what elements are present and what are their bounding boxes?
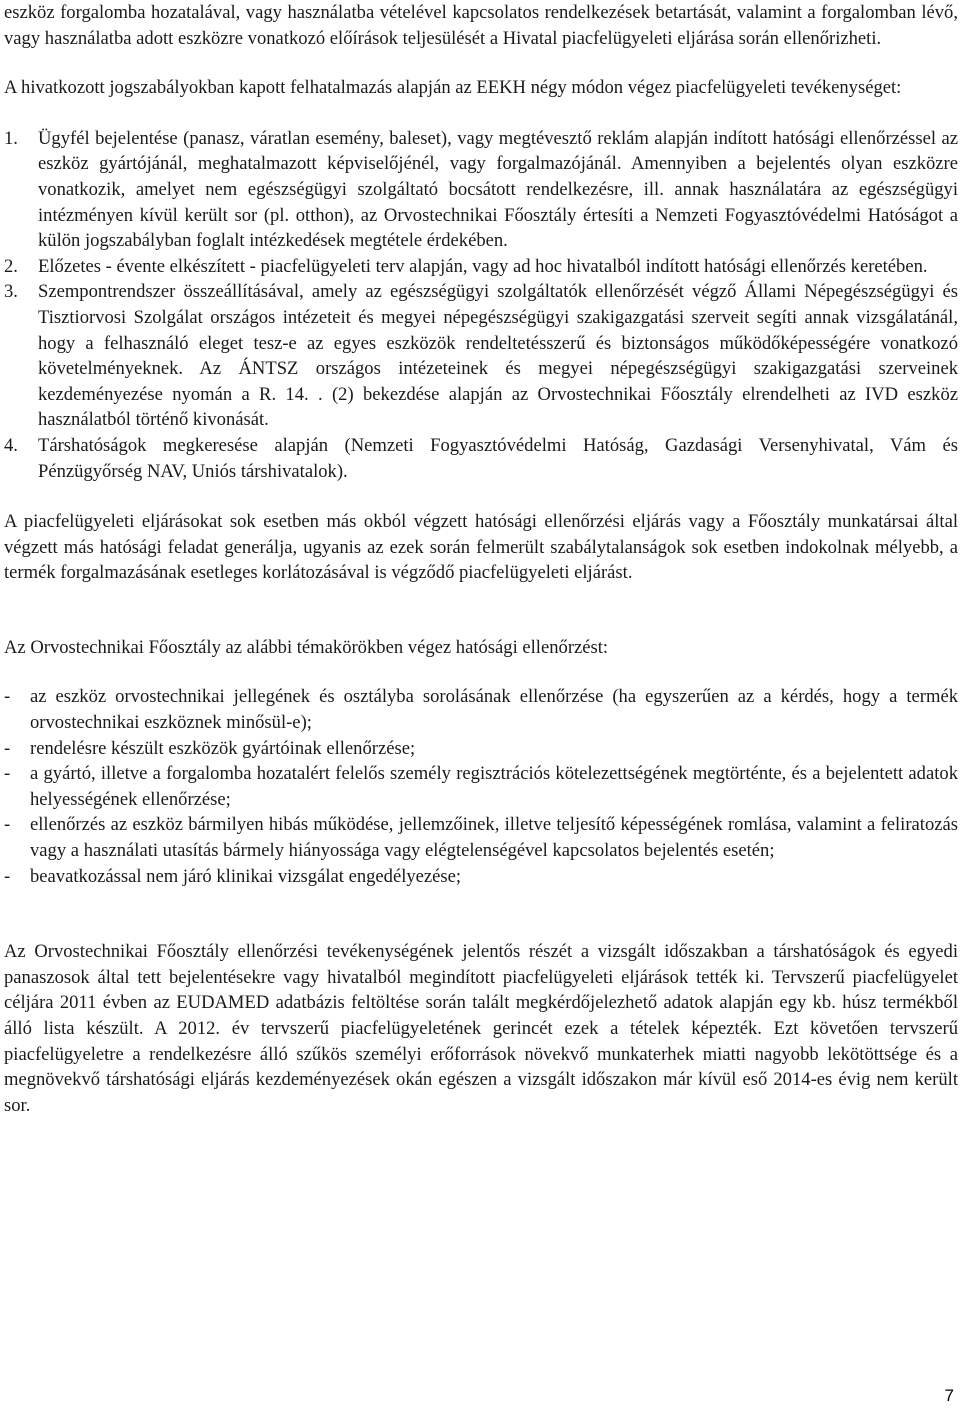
dash-bullet: - xyxy=(4,737,11,759)
item-number: 1. xyxy=(4,127,18,149)
list-item-text: a gyártó, illetve a forgalomba hozatalért felelős személy regisztrációs kötelezettségének megtörténte, és a bejelentett adatok helyességének ellenőrzése; xyxy=(30,763,958,810)
numbered-list xyxy=(4,126,958,484)
list-item xyxy=(4,761,958,812)
list-item-text: beavatkozással nem járó klinikai vizsgálat engedélyezése; xyxy=(30,865,462,887)
document-page xyxy=(4,0,958,1118)
list-item xyxy=(4,736,958,762)
numbered-item xyxy=(4,254,958,280)
authority-paragraph: A hivatkozott jogszabályokban kapott felhatalmazás alapján az EEKH négy módon végez piacfelügyeleti tevékenységet: xyxy=(4,77,902,99)
item-text: Szempontrendszer összeállításával, amely az egészségügyi szolgáltatók ellenőrzését végző Állami Népegészségügyi és Tisztiorvosi Szolgálat országos intézeteit és megyei népegészségügyi szakigazgatási szerveit segíti annak vizsgálatánál, hogy a felhasználó eleget tesz-e az egyes eszközök rendeltetésszerű és biztonságos működőképességére vonatkozó követelményeknek. Az ÁNTSZ országos intézeteinek és megyei népegészségügyi szakigazgatási szerveinek kezdeményezése nyomán a R. 14. . (2) bekezdése alapján az Orvostechnikai Főosztály elrendelheti az IVD eszköz használatból történő kivonását. xyxy=(38,281,958,431)
list-item xyxy=(4,864,958,890)
item-text: Ügyfél bejelentése (panasz, váratlan esemény, baleset), vagy megtévesztő reklám alapján indított hatósági ellenőrzéssel az eszköz gyártójánál, meghatalmazott képviselőjénél, vagy forgalmazójánál. Amennyiben a bejelentés olyan eszközre vonatkozik, amelyet nem egészségügyi szolgáltató bocsátott rendelkezésre, ill. annak használatára az egészségügyi intézményen kívül került sor (pl. otthon), az Orvostechnikai Főosztály értesíti a Nemzeti Fogyasztóvédelmi Hatóságot a külön jogszabályban foglalt intézkedések megtétele érdekében. xyxy=(38,127,958,252)
list-item xyxy=(4,684,958,735)
dash-bullet: - xyxy=(4,865,11,887)
dash-bullet: - xyxy=(4,686,11,708)
list-item xyxy=(4,812,958,863)
dash-bullet: - xyxy=(4,763,11,785)
item-number: 2. xyxy=(4,255,18,277)
item-text: Előzetes - évente elkészített - piacfelügyeleti terv alapján, vagy ad hoc hivatalból indított hatósági ellenőrzés keretében. xyxy=(38,255,928,277)
closing-paragraph: Az Orvostechnikai Főosztály ellenőrzési tevékenységének jelentős részét a vizsgált időszakban a társhatóságok és egyedi panaszosok által tett bejelentésekre vagy hivatalból megindított piacfelügyeleti eljárások tették ki. Tervszerű piacfelügyelet céljára 2011 évben az EUDAMED adatbázis feltöltése során talált megkérdőjelezhető adatok alapján egy kb. húsz termékből álló lista készült. A 2012. év tervszerű piacfelügyeletének gerincét ezek a tételek képezték. Ezt követően tervszerű piacfelügyeletre a rendelkezésre álló szűkös személyi erőforrások növekvő munkaterhek miatti nagyobb lekötöttsége és a megnövekvő társhatósági eljárás kezdeményezések okán egészen a vizsgált időszakon már kívül eső 2014-es évig nem került sor. xyxy=(4,941,958,1116)
intro-paragraph: eszköz forgalomba hozatalával, vagy használatba vételével kapcsolatos rendelkezések betartását, valamint a forgalomban lévő, vagy használatba adott eszközre vonatkozó előírások teljesülését a Hivatal piacfelügyeleti eljárása során ellenőrizheti. xyxy=(4,2,958,49)
list-item-text: ellenőrzés az eszköz bármilyen hibás működése, jellemzőinek, illetve teljesítő képességének romlása, valamint a feliratozás vagy a használati utasítás bármely hiányossága vagy elégtelenségével kapcsolatos bejelentés esetén; xyxy=(30,814,958,862)
item-number: 3. xyxy=(4,281,18,303)
item-text: Társhatóságok megkeresése alapján (Nemzeti Fogyasztóvédelmi Hatóság, Gazdasági Versenyhivatal, Vám és Pénzügyőrség NAV, Uniós társhivatalok). xyxy=(38,434,958,482)
numbered-item xyxy=(4,126,958,254)
numbered-item xyxy=(4,433,958,484)
list-item-text: rendelésre készült eszközök gyártóinak ellenőrzése; xyxy=(30,737,416,759)
topics-list xyxy=(4,684,958,889)
procedure-paragraph: A piacfelügyeleti eljárásokat sok esetben más okból végzett hatósági ellenőrzési eljárás vagy a Főosztály munkatársai által végzett más hatósági feladat generálja, ugyanis az ezek során felmerült szabálytalanságok sok esetben indokolnak mélyebb, a termék forgalmazásának esetleges korlátozásával is végződő piacfelügyeleti eljárást. xyxy=(4,511,958,584)
topics-intro: Az Orvostechnikai Főosztály az alábbi témakörökben végez hatósági ellenőrzést: xyxy=(4,636,609,658)
numbered-item xyxy=(4,279,958,433)
page-number: 7 xyxy=(944,1386,954,1405)
item-number: 4. xyxy=(4,434,18,456)
dash-bullet: - xyxy=(4,814,11,836)
list-item-text: az eszköz orvostechnikai jellegének és osztályba sorolásának ellenőrzése (ha egyszerűen az a kérdés, hogy a termék orvostechnikai eszköznek minősül-e); xyxy=(30,686,958,734)
